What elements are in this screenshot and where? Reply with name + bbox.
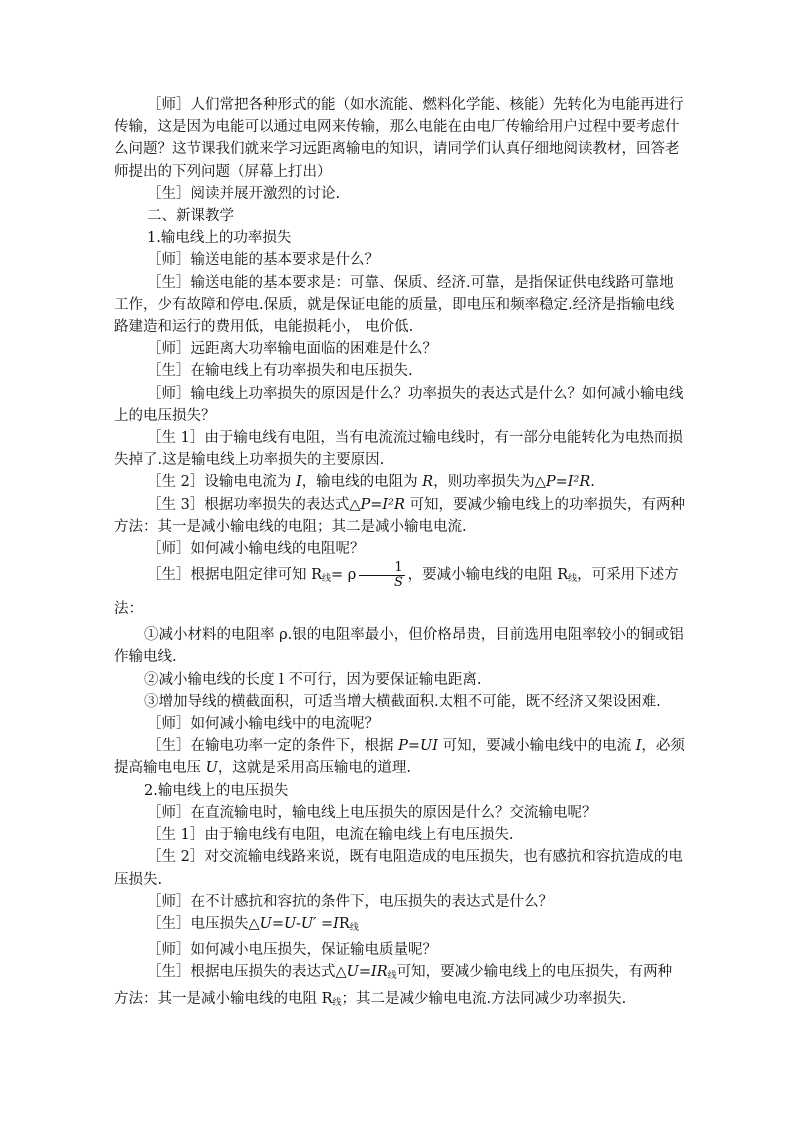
fraction-denominator: S bbox=[394, 574, 403, 590]
formula: I bbox=[333, 915, 339, 932]
text: ，则功率损失为△ bbox=[433, 474, 546, 491]
text: . bbox=[590, 474, 595, 491]
paragraph: ［师］输电线上功率损失的原因是什么？功率损失的表达式是什么？如何减小输电线上的电压损失？ bbox=[114, 385, 684, 424]
paragraph: ［师］在不计感抗和容抗的条件下，电压损失的表达式是什么？ bbox=[147, 893, 553, 910]
list-item: ②减小输电线的长度 l 不可行，因为要保证输电距离. bbox=[144, 671, 482, 688]
text: ，输电线的电阻为 bbox=[301, 474, 423, 491]
paragraph bbox=[114, 735, 686, 779]
text: ［生］在输电功率一定的条件下，根据 bbox=[147, 738, 399, 755]
document-page bbox=[114, 94, 686, 1014]
formula: R bbox=[422, 474, 434, 491]
paragraph: ［生］阅读并展开激烈的讨论. bbox=[147, 185, 341, 202]
subsection-heading: 2.输电线上的电压损失 bbox=[144, 782, 289, 799]
formula: P=I²R bbox=[545, 474, 591, 491]
subscript: 线 bbox=[322, 574, 332, 585]
text: 可知，要减少输电线上的电压损失，有两种方法：其一是减小输电线的电阻 R bbox=[114, 964, 673, 1007]
subscript: 线 bbox=[332, 997, 342, 1008]
text: = bbox=[316, 915, 334, 932]
paragraph bbox=[114, 471, 686, 493]
text: ，必须提高输电电压 bbox=[114, 738, 685, 777]
paragraph: ［师］在直流输电时，输电线上电压损失的原因是什么？交流输电呢？ bbox=[147, 804, 597, 821]
subsection-heading: 1.输电线上的功率损失 bbox=[147, 230, 292, 247]
paragraph: ［生 1］由于输电线有电阻，当有电流流过输电线时，有一部分电能转化为电热而损失掉了.这是输电线上功率损失的主要原因. bbox=[114, 430, 683, 469]
paragraph: ［生 2］对交流输电线路来说，既有电阻造成的电压损失，也有感抗和容抗造成的电压损失. bbox=[114, 849, 683, 888]
subscript: 线 bbox=[349, 922, 359, 933]
text: ，要减小输电线的电阻 R bbox=[407, 567, 569, 584]
text: ［生］根据电阻定律可知 R bbox=[147, 567, 323, 584]
paragraph: ［师］人们常把各种形式的能（如水流能、燃料化学能、核能）先转化为电能再进行传输，这是因为电能可以通过电网来传输，那么电能在由电厂传输给用户过程中要考虑什么问题？这节课我们就来学习远距离输电的知识，请同学们认真仔细地阅读教材，回答老师提出的下列问题（屏幕上打出） bbox=[114, 97, 684, 180]
text: 可知，要减少输电线上的功率损失，有两种方法：其一是减小输电线的电阻；其二是减小输电电流. bbox=[114, 496, 685, 535]
subscript: 线 bbox=[568, 574, 578, 585]
subscript: 线 bbox=[387, 971, 397, 982]
section-heading: 二、新课教学 bbox=[147, 208, 234, 225]
text: 可知，要减小输电线中的电流 bbox=[437, 738, 636, 755]
formula: U bbox=[205, 760, 218, 777]
fraction-numerator: 1 bbox=[359, 561, 404, 576]
text: R bbox=[338, 915, 350, 932]
list-item: ③增加导线的横截面积，可适当增大横截面积.太粗不可能，既不经济又架设困难. bbox=[144, 693, 661, 710]
paragraph: ［师］如何减小电压损失，保证输电质量呢？ bbox=[147, 942, 437, 959]
text: ，这就是采用高压输电的道理. bbox=[217, 760, 411, 777]
paragraph bbox=[114, 961, 686, 1013]
paragraph: ［师］远距离大功率输电面临的困难是什么？ bbox=[147, 341, 437, 358]
text: ［生］电压损失△ bbox=[147, 915, 260, 932]
paragraph: ［师］如何减小输电线中的电流呢？ bbox=[147, 716, 379, 733]
formula: P=I²R bbox=[360, 496, 405, 513]
list-item: ①减小材料的电阻率 ρ.银的电阻率最小，但价格昂贵，目前选用电阻率较小的铜或铝作输电线. bbox=[114, 627, 684, 666]
formula: I bbox=[635, 738, 642, 755]
text: ，可采用下述方法： bbox=[114, 567, 679, 618]
paragraph: ［生 1］由于输电线有电阻，电流在输电线上有电压损失. bbox=[147, 827, 514, 844]
formula: U=U-U′ bbox=[259, 915, 317, 932]
paragraph: ［生］输送电能的基本要求是：可靠、保质、经济.可靠，是指保证供电线路可靠地工作，少有故障和停电.保质，就是保证电能的质量，即电压和频率稳定.经济是指输电线路建造和运行的费用低，电能损耗小， 电价低. bbox=[114, 274, 675, 336]
paragraph: ［生］在输电线上有功率损失和电压损失. bbox=[147, 363, 413, 380]
text: = ρ bbox=[331, 567, 357, 584]
paragraph bbox=[114, 913, 686, 939]
text: ［生 2］设输电电流为 bbox=[147, 474, 296, 491]
text: ［生 3］根据功率损失的表达式△ bbox=[147, 496, 361, 513]
text: ；其二是减少输电电流.方法同减少功率损失. bbox=[341, 990, 627, 1007]
paragraph: ［师］输送电能的基本要求是什么？ bbox=[147, 252, 379, 269]
paragraph bbox=[114, 560, 686, 624]
formula: U=IR bbox=[346, 964, 388, 981]
formula: I bbox=[295, 474, 302, 491]
fraction bbox=[359, 561, 404, 590]
formula: P=UI bbox=[398, 738, 438, 755]
paragraph: ［师］如何减小输电线的电阻呢？ bbox=[147, 541, 365, 558]
paragraph bbox=[114, 494, 686, 538]
text: ［生］根据电压损失的表达式△ bbox=[147, 964, 347, 981]
